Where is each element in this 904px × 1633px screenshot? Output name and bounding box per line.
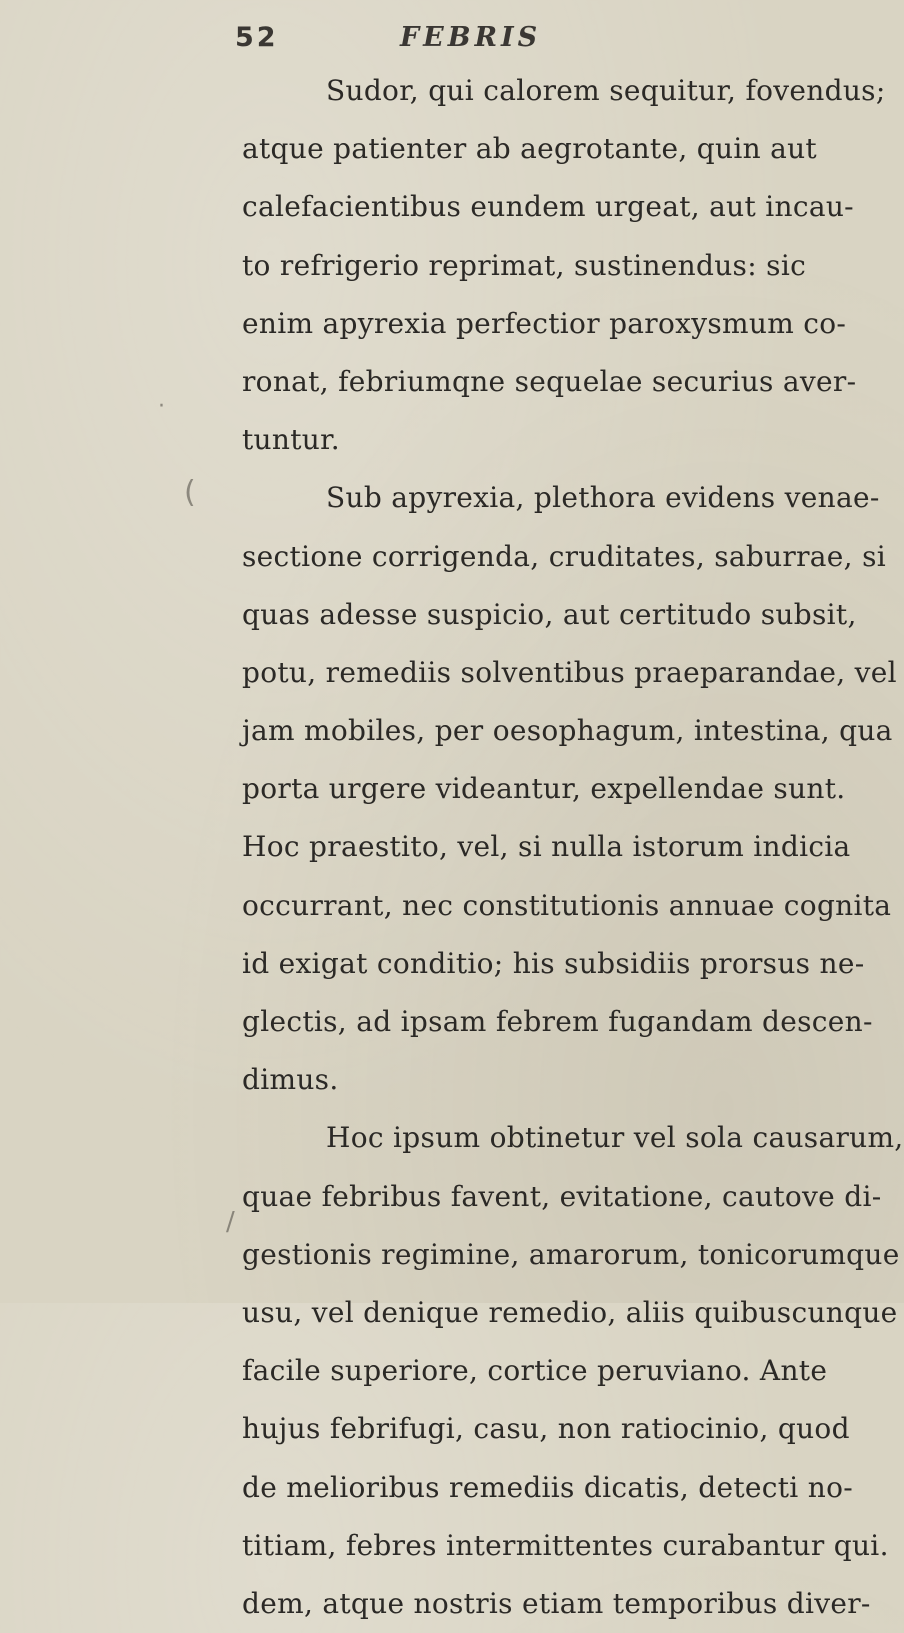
text-line: Hoc ipsum obtinetur vel sola causarum, xyxy=(326,1121,904,1155)
text-line: Hoc praestito, vel, si nulla istorum indicia xyxy=(242,830,851,864)
body-text xyxy=(242,62,904,1633)
text-line: enim apyrexia perfectior paroxysmum co- xyxy=(242,306,847,340)
text-line: id exigat conditio; his subsidiis prorsus ne- xyxy=(242,946,865,980)
text-line: porta urgere videantur, expellendae sunt. xyxy=(242,772,846,806)
margin-mark: · xyxy=(158,394,165,419)
text-line: gestionis regimine, amarorum, tonicorumque xyxy=(242,1237,900,1271)
running-head xyxy=(235,22,655,62)
text-line: ronat, febriumqne sequelae securius aver- xyxy=(242,364,857,398)
text-line: quas adesse suspicio, aut certitudo subsit, xyxy=(242,597,857,631)
text-line: dimus. xyxy=(242,1063,339,1097)
text-line: facile superiore, cortice peruviano. Ante xyxy=(242,1354,828,1388)
text-line: quae febribus favent, evitatione, cautove di- xyxy=(242,1179,882,1213)
text-line: to refrigerio reprimat, sustinendus: sic xyxy=(242,248,807,282)
paragraph-1 xyxy=(242,62,886,469)
text-line: calefacientibus eundem urgeat, aut incau- xyxy=(242,190,854,224)
margin-mark: ( xyxy=(184,475,196,510)
paragraph-3 xyxy=(242,1109,904,1633)
text-line: atque patienter ab aegrotante, quin aut xyxy=(242,132,817,166)
text-line: de melioribus remediis dicatis, detecti no- xyxy=(242,1470,854,1504)
text-line: tuntur. xyxy=(242,423,340,457)
text-line: usu, vel denique remedio, aliis quibuscunque xyxy=(242,1295,898,1329)
text-line: Sudor, qui calorem sequitur, fovendus; xyxy=(326,74,886,107)
margin-mark: / xyxy=(226,1207,235,1237)
text-line: hujus febrifugi, casu, non ratiocinio, quod xyxy=(242,1412,850,1446)
text-line: Sub apyrexia, plethora evidens venae- xyxy=(326,481,880,515)
text-line: sectione corrigenda, cruditates, saburrae, si xyxy=(242,539,886,573)
text-line: potu, remediis solventibus praeparandae, vel xyxy=(242,655,897,689)
running-title: FEBRIS xyxy=(400,22,542,53)
page-number: 52 xyxy=(235,22,279,53)
text-line: glectis, ad ipsam febrem fugandam descen- xyxy=(242,1005,873,1038)
paragraph-2 xyxy=(242,469,897,1109)
text-line: titiam, febres intermittentes curabantur qui. xyxy=(242,1528,889,1562)
text-line: occurrant, nec constitutionis annuae cognita xyxy=(242,888,892,922)
text-line: dem, atque nostris etiam temporibus diver- xyxy=(242,1586,871,1620)
text-line: jam mobiles, per oesophagum, intestina, qua xyxy=(242,714,893,748)
